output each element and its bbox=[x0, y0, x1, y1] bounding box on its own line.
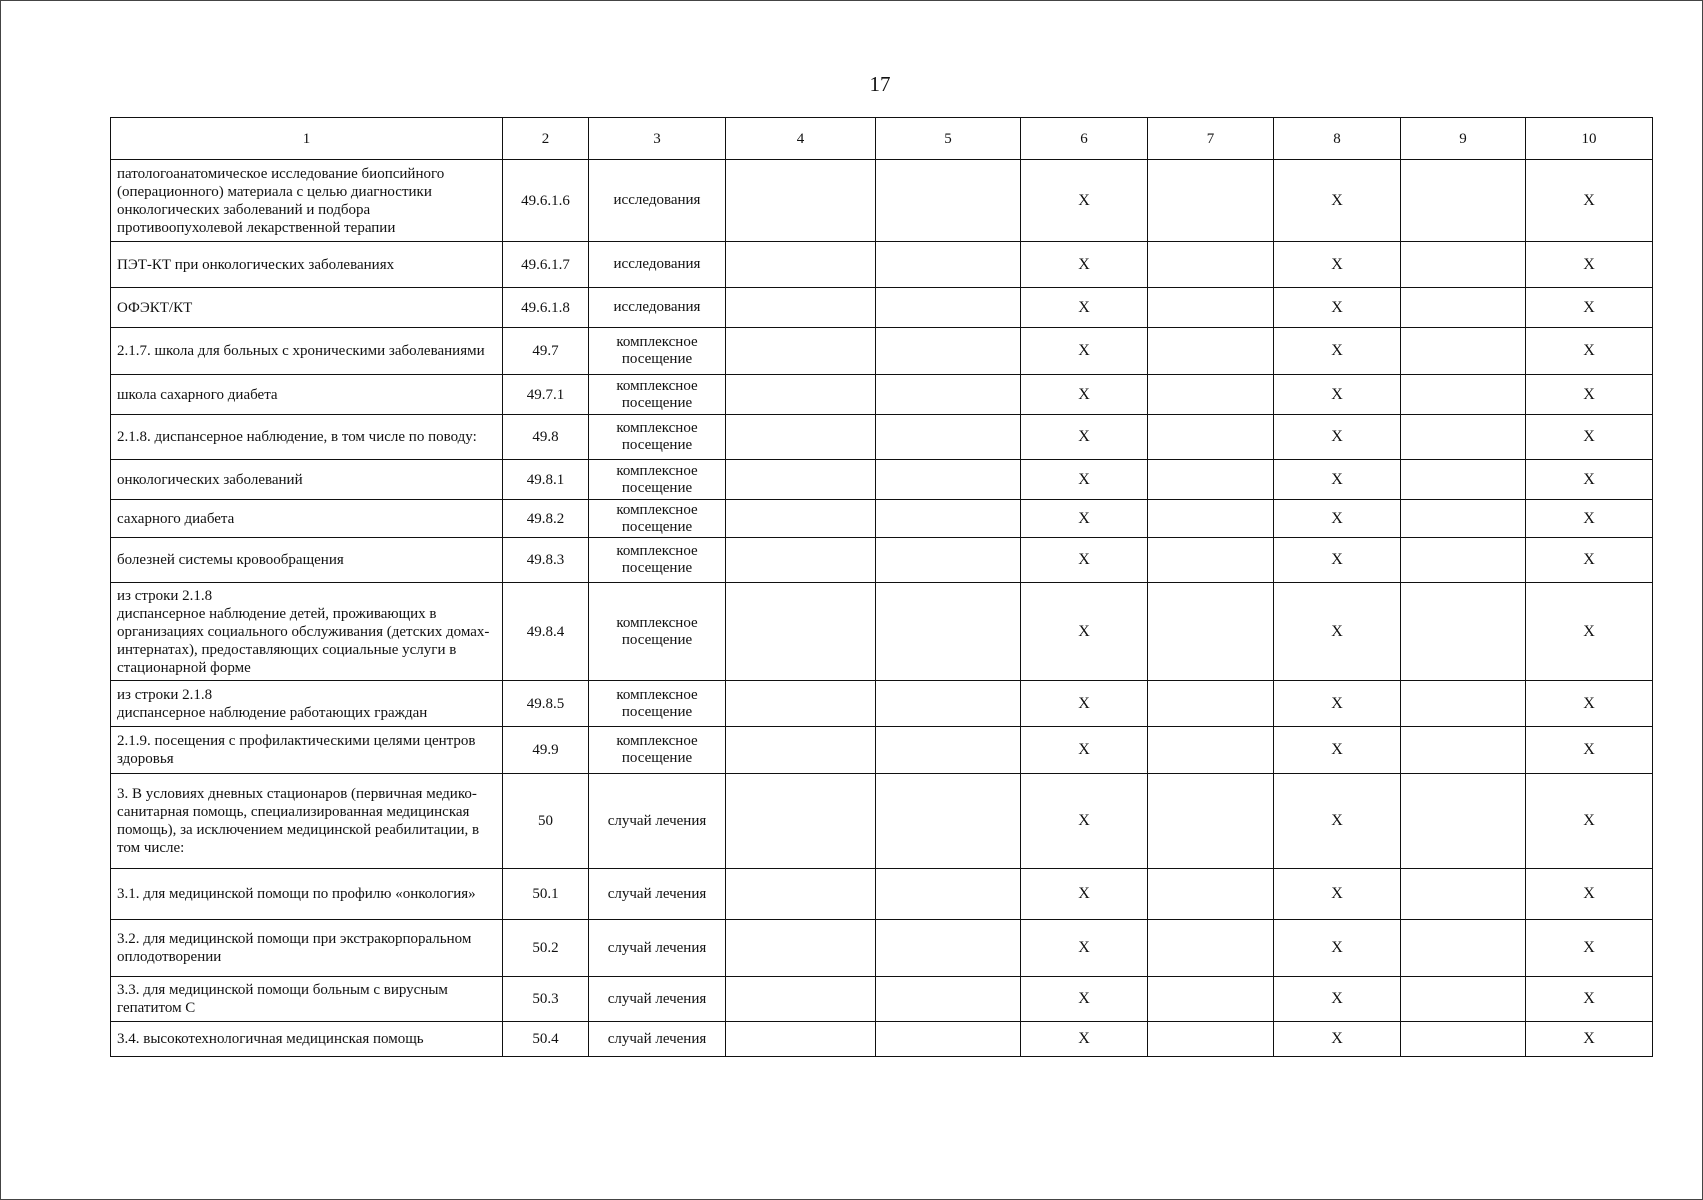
cell-col7 bbox=[1148, 288, 1274, 328]
cell-code: 49.6.1.7 bbox=[503, 242, 589, 288]
cell-col5 bbox=[876, 160, 1021, 242]
cell-col10: X bbox=[1526, 727, 1653, 774]
cell-col8: X bbox=[1274, 920, 1401, 977]
header-row bbox=[111, 118, 1653, 160]
cell-col9 bbox=[1401, 869, 1526, 920]
cell-name: 3.3. для медицинской помощи больным с вирусным гепатитом С bbox=[111, 977, 503, 1022]
table-row bbox=[111, 977, 1653, 1022]
cell-col6: X bbox=[1021, 375, 1148, 415]
cell-col5 bbox=[876, 538, 1021, 583]
cell-unit: комплексное посещение bbox=[589, 727, 726, 774]
cell-code: 50.2 bbox=[503, 920, 589, 977]
cell-unit: случай лечения bbox=[589, 774, 726, 869]
cell-col7 bbox=[1148, 681, 1274, 727]
cell-col6: X bbox=[1021, 288, 1148, 328]
cell-col10: X bbox=[1526, 869, 1653, 920]
cell-col5 bbox=[876, 1022, 1021, 1057]
cell-col8: X bbox=[1274, 774, 1401, 869]
cell-code: 49.8.1 bbox=[503, 460, 589, 500]
cell-unit: комплексное посещение bbox=[589, 375, 726, 415]
cell-col6: X bbox=[1021, 920, 1148, 977]
cell-col4 bbox=[726, 242, 876, 288]
cell-col8: X bbox=[1274, 242, 1401, 288]
table-row bbox=[111, 920, 1653, 977]
cell-col4 bbox=[726, 977, 876, 1022]
cell-col6: X bbox=[1021, 160, 1148, 242]
cell-col10: X bbox=[1526, 583, 1653, 681]
cell-col7 bbox=[1148, 538, 1274, 583]
cell-unit: комплексное посещение bbox=[589, 583, 726, 681]
table-row bbox=[111, 375, 1653, 415]
cell-unit: комплексное посещение bbox=[589, 328, 726, 375]
cell-col4 bbox=[726, 328, 876, 375]
cell-col7 bbox=[1148, 727, 1274, 774]
cell-col9 bbox=[1401, 242, 1526, 288]
cell-col9 bbox=[1401, 681, 1526, 727]
cell-col8: X bbox=[1274, 415, 1401, 460]
cell-name: школа сахарного диабета bbox=[111, 375, 503, 415]
cell-col8: X bbox=[1274, 375, 1401, 415]
cell-col9 bbox=[1401, 160, 1526, 242]
cell-col5 bbox=[876, 375, 1021, 415]
cell-col5 bbox=[876, 328, 1021, 375]
cell-code: 49.8 bbox=[503, 415, 589, 460]
cell-col7 bbox=[1148, 1022, 1274, 1057]
cell-col6: X bbox=[1021, 583, 1148, 681]
cell-col4 bbox=[726, 160, 876, 242]
cell-name: 2.1.9. посещения с профилактическими целями центров здоровья bbox=[111, 727, 503, 774]
cell-name: 3.4. высокотехнологичная медицинская помощь bbox=[111, 1022, 503, 1057]
cell-col6: X bbox=[1021, 460, 1148, 500]
cell-unit: комплексное посещение bbox=[589, 538, 726, 583]
cell-col6: X bbox=[1021, 1022, 1148, 1057]
table-row bbox=[111, 681, 1653, 727]
cell-col9 bbox=[1401, 920, 1526, 977]
cell-unit: случай лечения bbox=[589, 1022, 726, 1057]
cell-col5 bbox=[876, 727, 1021, 774]
cell-col9 bbox=[1401, 774, 1526, 869]
cell-col5 bbox=[876, 977, 1021, 1022]
table-row bbox=[111, 727, 1653, 774]
cell-code: 49.8.3 bbox=[503, 538, 589, 583]
cell-name: 2.1.8. диспансерное наблюдение, в том числе по поводу: bbox=[111, 415, 503, 460]
cell-col4 bbox=[726, 415, 876, 460]
cell-name: из строки 2.1.8 диспансерное наблюдение работающих граждан bbox=[111, 681, 503, 727]
cell-col6: X bbox=[1021, 727, 1148, 774]
cell-col5 bbox=[876, 681, 1021, 727]
cell-col10: X bbox=[1526, 977, 1653, 1022]
cell-col10: X bbox=[1526, 460, 1653, 500]
cell-col6: X bbox=[1021, 415, 1148, 460]
cell-col7 bbox=[1148, 583, 1274, 681]
cell-col5 bbox=[876, 242, 1021, 288]
cell-col4 bbox=[726, 288, 876, 328]
cell-code: 49.6.1.6 bbox=[503, 160, 589, 242]
cell-unit: случай лечения bbox=[589, 869, 726, 920]
table-row bbox=[111, 500, 1653, 538]
cell-code: 50.4 bbox=[503, 1022, 589, 1057]
cell-code: 50.1 bbox=[503, 869, 589, 920]
cell-code: 49.8.5 bbox=[503, 681, 589, 727]
column-header-5: 5 bbox=[876, 118, 1021, 160]
table-row bbox=[111, 538, 1653, 583]
cell-col5 bbox=[876, 415, 1021, 460]
cell-col7 bbox=[1148, 328, 1274, 375]
cell-name: болезней системы кровообращения bbox=[111, 538, 503, 583]
cell-col9 bbox=[1401, 288, 1526, 328]
cell-col6: X bbox=[1021, 681, 1148, 727]
cell-col6: X bbox=[1021, 977, 1148, 1022]
cell-col10: X bbox=[1526, 1022, 1653, 1057]
table-row bbox=[111, 160, 1653, 242]
cell-col10: X bbox=[1526, 242, 1653, 288]
cell-name: онкологических заболеваний bbox=[111, 460, 503, 500]
cell-name: патологоанатомическое исследование биопсийного (операционного) материала с целью диагностики онкологических заболеваний и подбора противоопухолевой лекарственной терапии bbox=[111, 160, 503, 242]
cell-code: 49.8.4 bbox=[503, 583, 589, 681]
table-row bbox=[111, 328, 1653, 375]
cell-col6: X bbox=[1021, 500, 1148, 538]
table-row bbox=[111, 869, 1653, 920]
cell-unit: случай лечения bbox=[589, 920, 726, 977]
cell-col9 bbox=[1401, 1022, 1526, 1057]
cell-col5 bbox=[876, 774, 1021, 869]
cell-name: 3.2. для медицинской помощи при экстракорпоральном оплодотворении bbox=[111, 920, 503, 977]
cell-code: 49.7.1 bbox=[503, 375, 589, 415]
cell-col7 bbox=[1148, 920, 1274, 977]
cell-col7 bbox=[1148, 774, 1274, 869]
cell-unit: исследования bbox=[589, 160, 726, 242]
cell-name: ПЭТ-КТ при онкологических заболеваниях bbox=[111, 242, 503, 288]
cell-col4 bbox=[726, 375, 876, 415]
cell-col4 bbox=[726, 774, 876, 869]
cell-code: 49.6.1.8 bbox=[503, 288, 589, 328]
cell-col7 bbox=[1148, 977, 1274, 1022]
cell-col8: X bbox=[1274, 160, 1401, 242]
cell-unit: исследования bbox=[589, 242, 726, 288]
cell-col4 bbox=[726, 500, 876, 538]
table-row bbox=[111, 460, 1653, 500]
cell-col10: X bbox=[1526, 538, 1653, 583]
cell-col7 bbox=[1148, 160, 1274, 242]
cell-code: 49.7 bbox=[503, 328, 589, 375]
table-body bbox=[111, 160, 1653, 1057]
cell-col8: X bbox=[1274, 681, 1401, 727]
table-row bbox=[111, 242, 1653, 288]
cell-col5 bbox=[876, 288, 1021, 328]
cell-col10: X bbox=[1526, 328, 1653, 375]
column-header-3: 3 bbox=[589, 118, 726, 160]
cell-col8: X bbox=[1274, 583, 1401, 681]
cell-unit: комплексное посещение bbox=[589, 500, 726, 538]
cell-col10: X bbox=[1526, 500, 1653, 538]
cell-col10: X bbox=[1526, 288, 1653, 328]
cell-col6: X bbox=[1021, 774, 1148, 869]
page-number: 17 bbox=[869, 72, 891, 96]
cell-col9 bbox=[1401, 328, 1526, 375]
cell-col10: X bbox=[1526, 160, 1653, 242]
cell-col7 bbox=[1148, 375, 1274, 415]
cell-unit: комплексное посещение bbox=[589, 460, 726, 500]
cell-code: 50 bbox=[503, 774, 589, 869]
cell-col7 bbox=[1148, 460, 1274, 500]
column-header-6: 6 bbox=[1021, 118, 1148, 160]
cell-name: 3.1. для медицинской помощи по профилю «онкология» bbox=[111, 869, 503, 920]
cell-name: 3. В условиях дневных стационаров (первичная медико-санитарная помощь, специализированная медицинская помощь), за исключением медицинской реабилитации, в том числе: bbox=[111, 774, 503, 869]
cell-unit: комплексное посещение bbox=[589, 681, 726, 727]
cell-code: 49.8.2 bbox=[503, 500, 589, 538]
column-header-10: 10 bbox=[1526, 118, 1653, 160]
cell-col5 bbox=[876, 869, 1021, 920]
cell-col4 bbox=[726, 583, 876, 681]
cell-col5 bbox=[876, 460, 1021, 500]
cell-col7 bbox=[1148, 415, 1274, 460]
cell-unit: исследования bbox=[589, 288, 726, 328]
cell-col4 bbox=[726, 681, 876, 727]
table-row bbox=[111, 288, 1653, 328]
cell-col4 bbox=[726, 460, 876, 500]
column-header-7: 7 bbox=[1148, 118, 1274, 160]
cell-col7 bbox=[1148, 500, 1274, 538]
table-row bbox=[111, 583, 1653, 681]
cell-col8: X bbox=[1274, 328, 1401, 375]
cell-col9 bbox=[1401, 460, 1526, 500]
column-header-1: 1 bbox=[111, 118, 503, 160]
cell-col8: X bbox=[1274, 288, 1401, 328]
column-header-4: 4 bbox=[726, 118, 876, 160]
cell-col10: X bbox=[1526, 415, 1653, 460]
cell-col4 bbox=[726, 1022, 876, 1057]
cell-col9 bbox=[1401, 500, 1526, 538]
cell-col4 bbox=[726, 538, 876, 583]
cell-col4 bbox=[726, 920, 876, 977]
cell-col6: X bbox=[1021, 869, 1148, 920]
cell-col9 bbox=[1401, 415, 1526, 460]
cell-col7 bbox=[1148, 869, 1274, 920]
cell-col6: X bbox=[1021, 538, 1148, 583]
cell-name: из строки 2.1.8 диспансерное наблюдение детей, проживающих в организациях социального обслуживания (детских домах-интернатах), предоставляющих социальные услуги в стационарной форме bbox=[111, 583, 503, 681]
cell-name: ОФЭКТ/КТ bbox=[111, 288, 503, 328]
table-row bbox=[111, 415, 1653, 460]
column-header-9: 9 bbox=[1401, 118, 1526, 160]
cell-col8: X bbox=[1274, 500, 1401, 538]
cell-col10: X bbox=[1526, 920, 1653, 977]
cell-col9 bbox=[1401, 375, 1526, 415]
cell-name: 2.1.7. школа для больных с хроническими заболеваниями bbox=[111, 328, 503, 375]
cell-col6: X bbox=[1021, 328, 1148, 375]
data-table bbox=[110, 117, 1653, 1057]
cell-name: сахарного диабета bbox=[111, 500, 503, 538]
cell-col9 bbox=[1401, 538, 1526, 583]
cell-unit: комплексное посещение bbox=[589, 415, 726, 460]
table-row bbox=[111, 774, 1653, 869]
cell-col6: X bbox=[1021, 242, 1148, 288]
cell-col9 bbox=[1401, 727, 1526, 774]
cell-col10: X bbox=[1526, 774, 1653, 869]
cell-col5 bbox=[876, 500, 1021, 538]
cell-col8: X bbox=[1274, 538, 1401, 583]
cell-col9 bbox=[1401, 977, 1526, 1022]
cell-col8: X bbox=[1274, 1022, 1401, 1057]
column-header-8: 8 bbox=[1274, 118, 1401, 160]
cell-col7 bbox=[1148, 242, 1274, 288]
cell-col8: X bbox=[1274, 460, 1401, 500]
cell-col4 bbox=[726, 869, 876, 920]
cell-code: 49.9 bbox=[503, 727, 589, 774]
table-row bbox=[111, 1022, 1653, 1057]
cell-col8: X bbox=[1274, 977, 1401, 1022]
cell-col10: X bbox=[1526, 681, 1653, 727]
column-header-2: 2 bbox=[503, 118, 589, 160]
cell-col8: X bbox=[1274, 727, 1401, 774]
cell-unit: случай лечения bbox=[589, 977, 726, 1022]
cell-col4 bbox=[726, 727, 876, 774]
cell-col5 bbox=[876, 583, 1021, 681]
cell-col10: X bbox=[1526, 375, 1653, 415]
cell-code: 50.3 bbox=[503, 977, 589, 1022]
cell-col5 bbox=[876, 920, 1021, 977]
cell-col8: X bbox=[1274, 869, 1401, 920]
cell-col9 bbox=[1401, 583, 1526, 681]
